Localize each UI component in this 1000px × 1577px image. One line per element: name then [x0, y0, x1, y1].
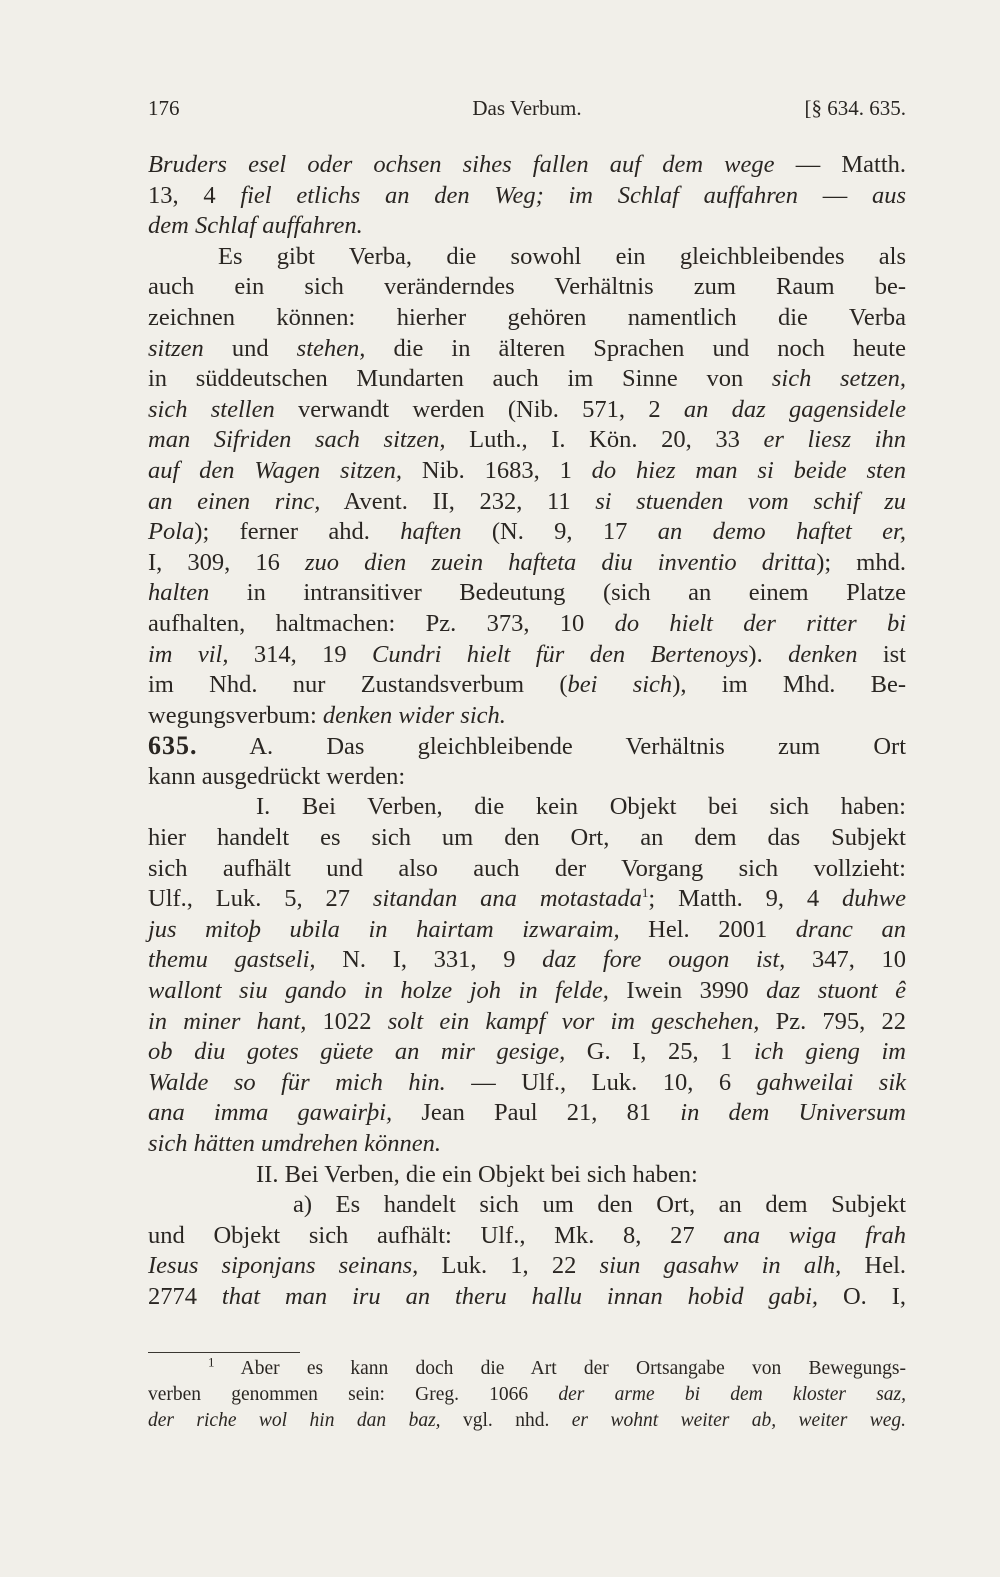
footnote [148, 1356, 906, 1434]
text-line: dem Schlaf auffahren. [148, 212, 363, 240]
text-line: im Nhd. nur Zustandsverbum (bei sich), im Mhd. Be- [148, 671, 906, 699]
text-line: ob diu gotes güete an mir gesige, G. I, 25, 1 ich gieng im [148, 1038, 906, 1066]
footnote-marker: 1 [641, 885, 649, 901]
text-line: wallont siu gando in holze joh in felde, Iwein 3990 daz stuont ê [148, 977, 906, 1005]
footnote-line: $^1$ Aber es kann doch die Art der Ortsangabe von Bewegungs- [208, 1354, 906, 1379]
text-line: an einen rinc, Avent. II, 232, 11 si stuenden vom schif zu [148, 487, 906, 515]
text-line: sich aufhält und also auch der Vorgang sich vollzieht: [148, 854, 906, 882]
text-line: in miner hant, 1022 solt ein kampf vor im geschehen, Pz. 795, 22 [148, 1007, 907, 1035]
section-number: 635. [148, 731, 198, 761]
footnote-number: 1 [208, 1354, 215, 1370]
text-line: ana imma gawairþi, Jean Paul 21, 81 in dem Universum [148, 1099, 907, 1127]
text-line: sich stellen verwandt werden (Nib. 571, 2 an daz gagensidele [148, 395, 907, 423]
text-line: auch ein sich veränderndes Verhältnis zum Raum be- [148, 273, 906, 301]
text-line: Walde so für mich hin. — Ulf., Luk. 10, 6 gahweilai sik [148, 1068, 907, 1096]
text-line: a) Es handelt sich um den Ort, an dem Subjekt [293, 1191, 906, 1219]
text-line: Iesus siponjans seinans, Luk. 1, 22 siun gasahw in alh, Hel. [148, 1252, 907, 1280]
text-line: Ulf., Luk. 5, 27 sitandan ana motastada$^1$; Matth. 9, 4 duhwe [148, 885, 906, 913]
text-line: jus mitoþ ubila in hairtam izwaraim, Hel. 2001 dranc an [148, 915, 906, 943]
text-line: auf den Wagen sitzen, Nib. 1683, 1 do hiez man si beide sten [148, 456, 906, 484]
text-line: in süddeutschen Mundarten auch im Sinne von sich setzen, [148, 365, 906, 393]
text-line: und Objekt sich aufhält: Ulf., Mk. 8, 27 ana wiga frah [148, 1221, 906, 1249]
text-line: halten in intransitiver Bedeutung (sich an einem Platze [148, 579, 906, 607]
section-reference: [§ 634. 635. [804, 96, 906, 120]
text-line: sich hätten umdrehen können. [148, 1130, 442, 1157]
main-text [148, 150, 906, 1313]
running-header [148, 93, 906, 123]
text-line: hier handelt es sich um den Ort, an dem das Subjekt [148, 824, 906, 852]
text-line: 2774 that man iru an theru hallu innan hobid gabi, O. I, [148, 1282, 907, 1310]
text-line: I. Bei Verben, die kein Objekt bei sich haben: [256, 793, 906, 821]
text-line: Bruders esel oder ochsen sihes fallen auf dem wege — Matth. [148, 151, 907, 178]
text-line: II. Bei Verben, die ein Objekt bei sich haben: [256, 1160, 698, 1188]
text-line: man Sifriden sach sitzen, Luth., I. Kön. 20, 33 er liesz ihn [148, 426, 906, 454]
text-line: aufhalten, haltmachen: Pz. 373, 10 do hielt der ritter bi [148, 609, 906, 637]
text-line: im vil, 314, 19 Cundri hielt für den Bertenoys). denken ist [148, 640, 906, 668]
footnote-divider [148, 1352, 300, 1353]
text-line: themu gastseli, N. I, 331, 9 daz fore ougon ist, 347, 10 [148, 946, 906, 974]
text-line: Pola); ferner ahd. haften (N. 9, 17 an demo haftet er, [148, 518, 906, 546]
text-line: 13, 4 fiel etlichs an den Weg; im Schlaf auffahren — aus [148, 181, 906, 209]
page-number: 176 [148, 96, 180, 120]
text-line: wegungsverbum: denken wider sich. [148, 701, 506, 729]
text-line: kann ausgedrückt werden: [148, 762, 406, 790]
text-line: Es gibt Verba, die sowohl ein gleichbleibendes als [218, 242, 906, 270]
text-line: 635. A. Das gleichbleibende Verhältnis zum Ort [148, 731, 906, 761]
text-line: zeichnen können: hierher gehören namentlich die Verba [148, 303, 906, 331]
text-line: sitzen und stehen, die in älteren Sprachen und noch heute [148, 334, 906, 362]
running-title: Das Verbum. [472, 96, 582, 120]
footnote-line: verben genommen sein: Greg. 1066 der arme bi dem kloster saz, [148, 1384, 906, 1405]
text-line: I, 309, 16 zuo dien zuein hafteta diu inventio dritta); mhd. [148, 548, 906, 576]
footnote-line: der riche wol hin dan baz, vgl. nhd. er wohnt weiter ab, weiter weg. [148, 1410, 907, 1431]
